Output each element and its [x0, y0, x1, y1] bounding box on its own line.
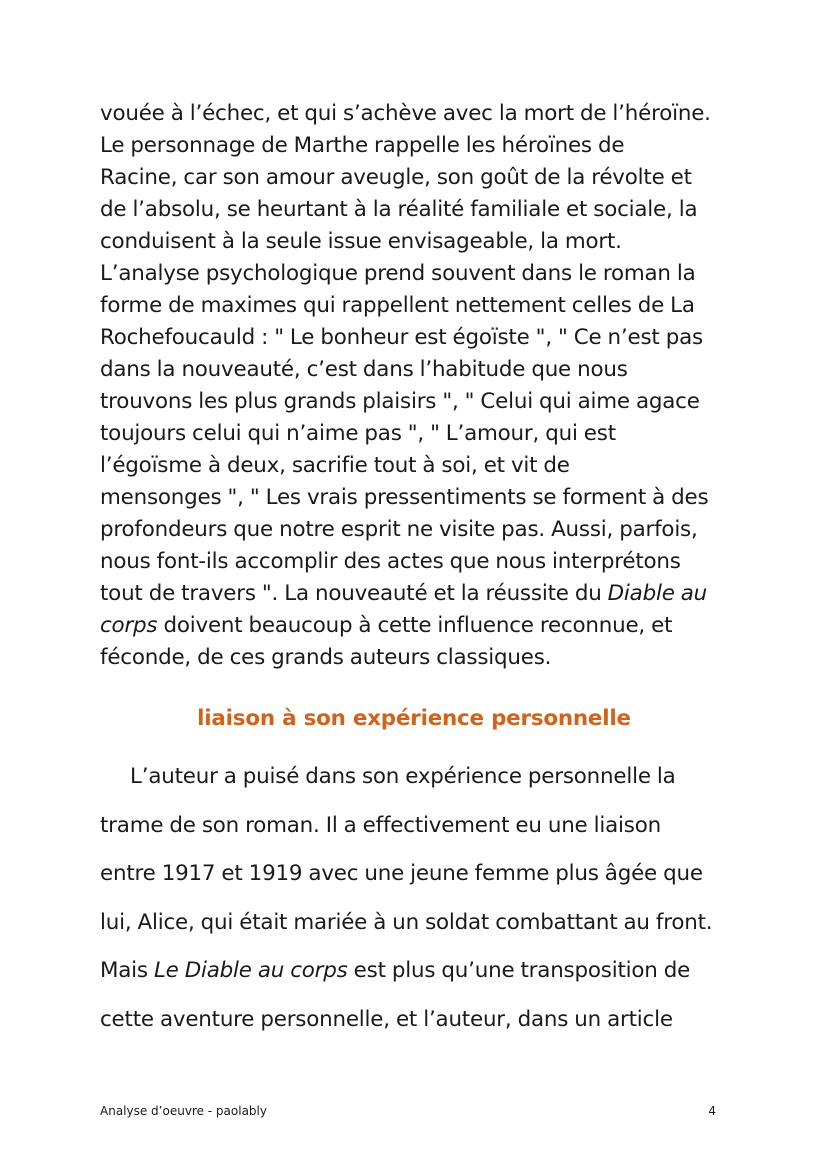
footer-title: Analyse d’oeuvre - paolably [100, 1104, 267, 1118]
text-segment: doivent beaucoup à cette influence reconnue, et [157, 613, 673, 638]
text-line: mensonges ", " Les vrais pressentiments se forment à des [100, 485, 709, 510]
text-line: profondeurs que notre esprit ne visite pas. Aussi, parfois, [100, 517, 698, 542]
text-line: Racine, car son amour aveugle, son goût de la révolte et [100, 165, 692, 190]
text-line [100, 578, 730, 610]
text-line: lui, Alice, qui était mariée à un soldat combattant au front. [100, 909, 713, 935]
text-line: conduisent à la seule issue envisageable, la mort. [100, 229, 622, 254]
section-heading: liaison à son expérience personnelle [197, 706, 631, 731]
text-line: toujours celui qui n’aime pas ", " L’amour, qui est [100, 421, 616, 446]
text-line: l’égoïsme à deux, sacrifie tout à soi, et vit de [100, 453, 570, 478]
text-line: vouée à l’échec, et qui s’achève avec la mort de l’héroïne. [100, 101, 711, 126]
book-title-italic: Diable au [607, 581, 708, 606]
body-paragraph-2 [100, 753, 730, 1044]
text-line: de l’absolu, se heurtant à la réalité familiale et sociale, la [100, 197, 698, 222]
text-line: trouvons les plus grands plaisirs ", " Celui qui aime agace [100, 389, 700, 414]
text-line: Rochefoucauld : " Le bonheur est égoïste ", " Ce n’est pas [100, 325, 703, 350]
text-line: trame de son roman. Il a effectivement eu une liaison [100, 812, 661, 838]
text-line: féconde, de ces grands auteurs classiques. [100, 645, 552, 670]
text-segment: tout de travers ". La nouveauté et la réussite du [100, 581, 608, 606]
book-title-italic: corps [100, 613, 158, 638]
text-line: cette aventure personnelle, et l’auteur, dans un article [100, 1006, 673, 1032]
text-line: L’analyse psychologique prend souvent dans le roman la [100, 261, 696, 286]
body-paragraph-1 [100, 98, 730, 674]
text-line [100, 947, 730, 996]
text-segment: est plus qu’une transposition de [347, 958, 691, 983]
text-line: dans la nouveauté, c’est dans l’habitude que nous [100, 357, 628, 382]
text-line: L’auteur a puisé dans son expérience personnelle la [130, 764, 676, 789]
book-title-italic: Le Diable au corps [153, 958, 348, 983]
text-line [100, 610, 730, 642]
text-line: forme de maximes qui rappellent nettement celles de La [100, 293, 695, 318]
text-segment: Mais [100, 958, 154, 983]
text-line: entre 1917 et 1919 avec une jeune femme plus âgée que [100, 861, 703, 886]
text-line: nous font-ils accomplir des actes que nous interprétons [100, 549, 681, 574]
page-number: 4 [708, 1104, 716, 1118]
text-line: Le personnage de Marthe rappelle les héroïnes de [100, 133, 625, 158]
